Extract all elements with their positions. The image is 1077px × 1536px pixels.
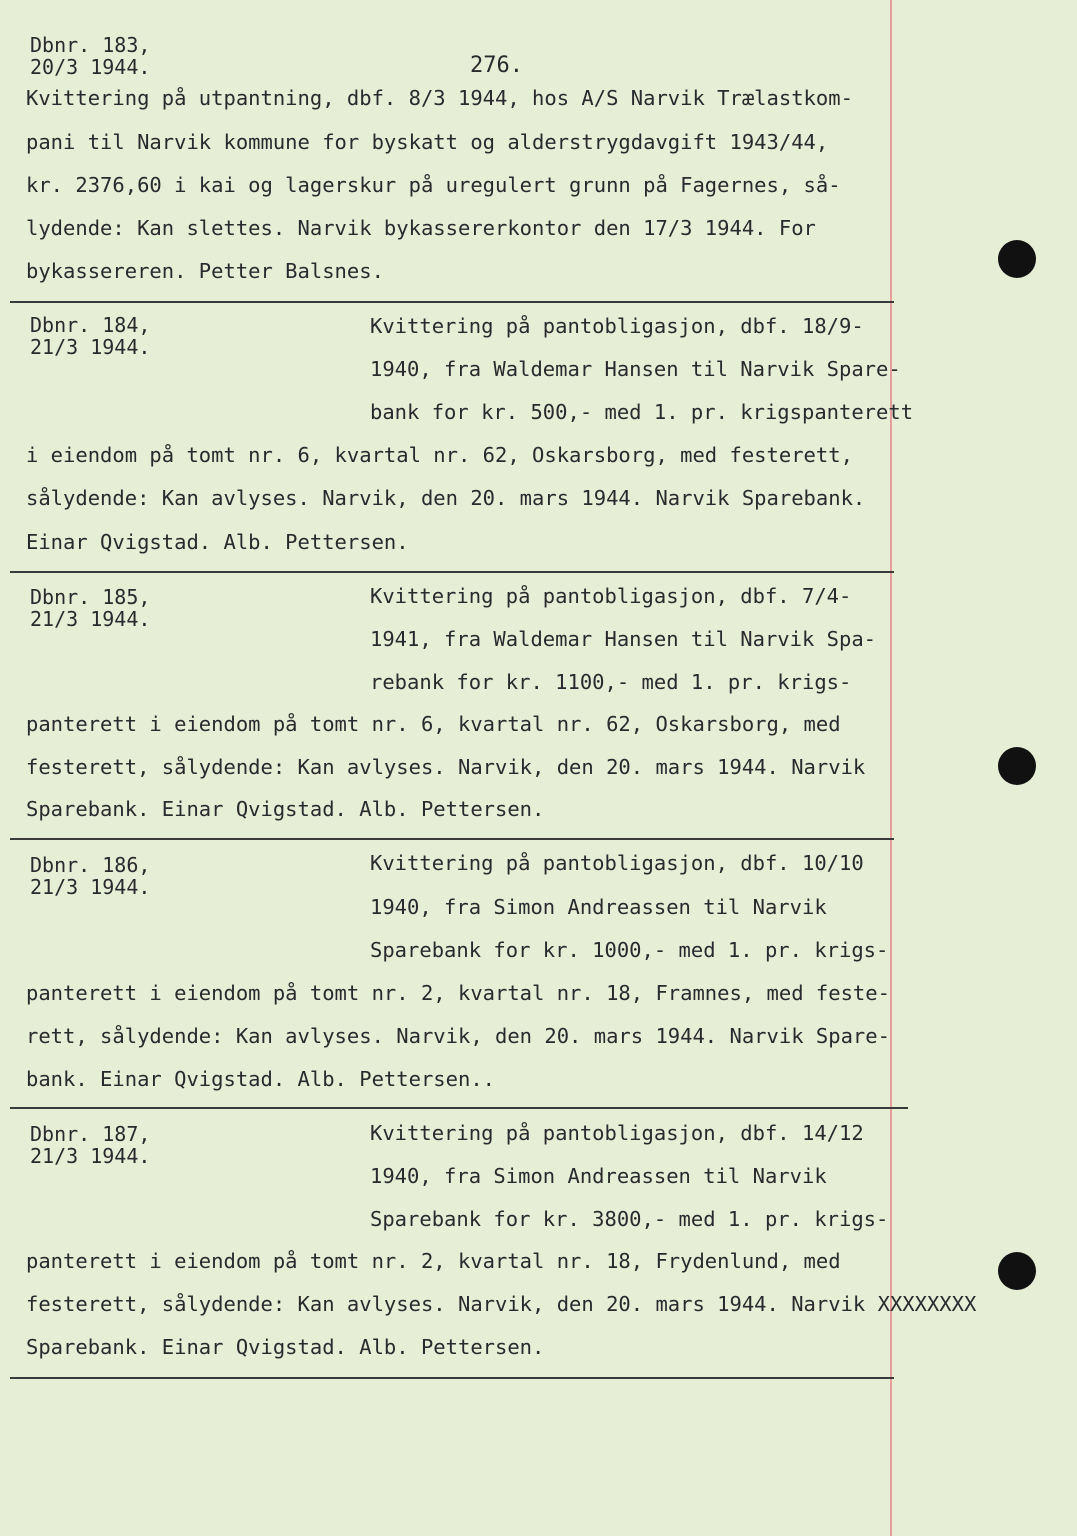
entry-divider [10,1107,908,1109]
entry-text-line: Kvittering på utpantning, dbf. 8/3 1944, hos A/S Narvik Trælastkom- [26,86,853,110]
entry-text-line: Sparebank for kr. 3800,- med 1. pr. krigs- [370,1207,889,1231]
entry-text-line: Kvittering på pantobligasjon, dbf. 18/9- [370,314,864,338]
entry-dbnr: Dbnr. 187, [30,1122,151,1146]
entry-text-line: festerett, sålydende: Kan avlyses. Narvik, den 20. mars 1944. Narvik XXXXXXXX [26,1292,977,1316]
entry-text-line: 1940, fra Simon Andreassen til Narvik [370,895,827,919]
entry-text-line: panterett i eiendom på tomt nr. 6, kvartal nr. 62, Oskarsborg, med [26,712,841,736]
entry-text-line: pani til Narvik kommune for byskatt og alderstrygdavgift 1943/44, [26,130,829,154]
entry-divider [10,301,894,303]
entry-date: 21/3 1944. [30,607,151,631]
entry-text-line: panterett i eiendom på tomt nr. 2, kvartal nr. 18, Framnes, med feste- [26,981,890,1005]
entry-text-line: 1940, fra Simon Andreassen til Narvik [370,1164,827,1188]
entry-dbnr: Dbnr. 184, [30,313,151,337]
entry-dbnr: Dbnr. 186, [30,853,151,877]
entry-text-line: Sparebank for kr. 1000,- med 1. pr. krigs- [370,938,889,962]
entry-divider [10,1377,894,1379]
punch-hole-icon [998,240,1036,278]
page-number: 276. [470,53,523,78]
entry-date: 20/3 1944. [30,55,151,79]
entry-divider [10,571,894,573]
entry-date: 21/3 1944. [30,335,151,359]
entry-text-line: rebank for kr. 1100,- med 1. pr. krigs- [370,670,852,694]
entry-text-line: bank. Einar Qvigstad. Alb. Pettersen.. [26,1067,495,1091]
entry-text-line: sålydende: Kan avlyses. Narvik, den 20. mars 1944. Narvik Sparebank. [26,486,866,510]
entry-text-line: Einar Qvigstad. Alb. Pettersen. [26,530,409,554]
entry-text-line: panterett i eiendom på tomt nr. 2, kvartal nr. 18, Frydenlund, med [26,1249,841,1273]
entry-text-line: Kvittering på pantobligasjon, dbf. 14/12 [370,1121,864,1145]
entry-text-line: Kvittering på pantobligasjon, dbf. 10/10 [370,851,864,875]
entry-text-line: lydende: Kan slettes. Narvik bykassererkontor den 17/3 1944. For [26,216,816,240]
punch-hole-icon [998,747,1036,785]
entry-text-line: Kvittering på pantobligasjon, dbf. 7/4- [370,584,852,608]
entry-divider [10,838,894,840]
entry-dbnr: Dbnr. 183, [30,33,151,57]
entry-date: 21/3 1944. [30,1144,151,1168]
entry-text-line: bank for kr. 500,- med 1. pr. krigspanterett [370,400,914,424]
entry-text-line: i eiendom på tomt nr. 6, kvartal nr. 62, Oskarsborg, med festerett, [26,443,853,467]
entry-text-line: bykassereren. Petter Balsnes. [26,259,384,283]
entry-text-line: festerett, sålydende: Kan avlyses. Narvik, den 20. mars 1944. Narvik [26,755,866,779]
entry-text-line: Sparebank. Einar Qvigstad. Alb. Pettersen. [26,1335,545,1359]
entry-text-line: 1941, fra Waldemar Hansen til Narvik Spa- [370,627,877,651]
entry-text-line: kr. 2376,60 i kai og lagerskur på uregulert grunn på Fagernes, så- [26,173,841,197]
entry-date: 21/3 1944. [30,875,151,899]
entry-dbnr: Dbnr. 185, [30,585,151,609]
entry-text-line: Sparebank. Einar Qvigstad. Alb. Pettersen. [26,797,545,821]
entry-text-line: rett, sålydende: Kan avlyses. Narvik, den 20. mars 1944. Narvik Spare- [26,1024,890,1048]
punch-hole-icon [998,1252,1036,1290]
entry-text-line: 1940, fra Waldemar Hansen til Narvik Spare- [370,357,901,381]
